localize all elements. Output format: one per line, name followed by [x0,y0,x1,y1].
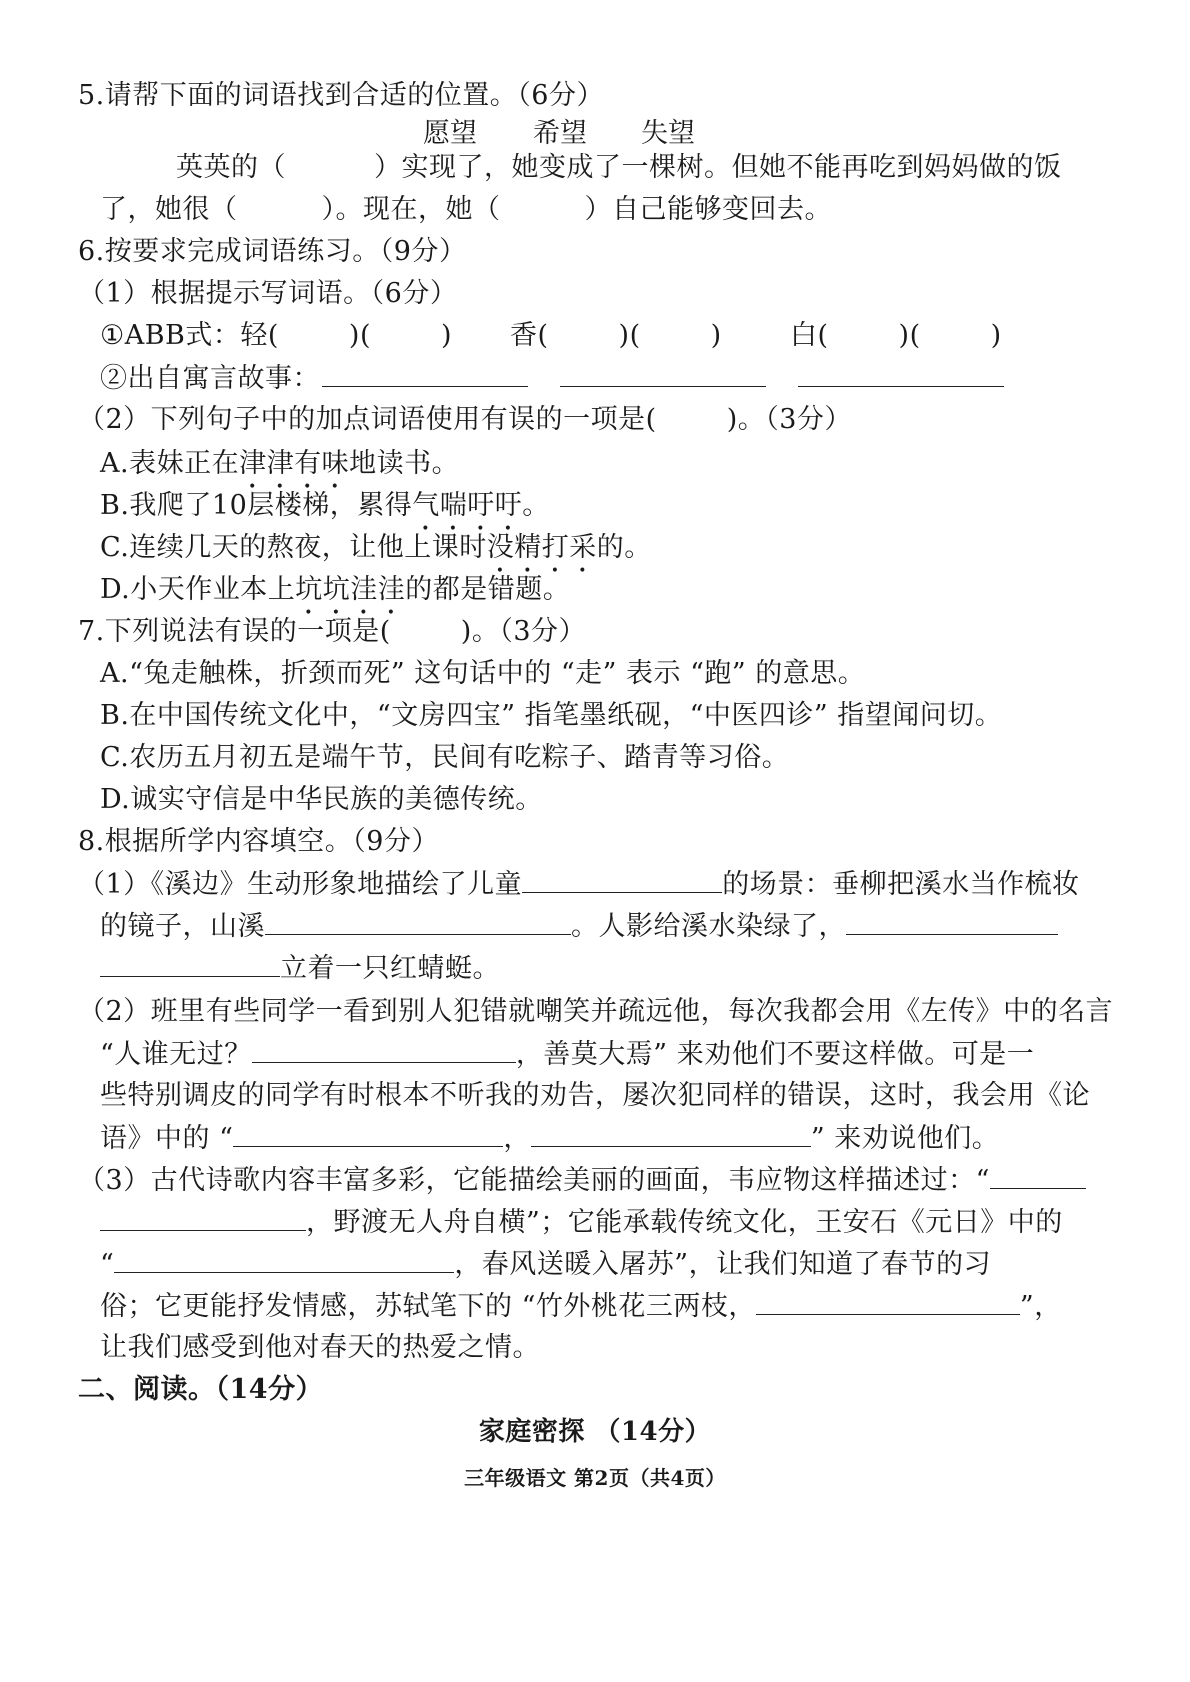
section-2-heading: 二、阅读。（14分） [78,1374,324,1405]
q8-blank[interactable] [100,950,280,977]
q8-p1-line-2 [100,908,1058,945]
reading-title: 家庭密探 （14分） [478,1417,712,1447]
q6-p2-text: )。（3分） [726,404,852,435]
q6-part-1: （1）根据提示写词语。（6分） [78,278,458,309]
q8-blank[interactable] [100,1204,306,1231]
q8-blank[interactable] [252,1036,516,1063]
q8-text: 。人影给溪水染绿了， [571,911,846,942]
q8-title: 8.根据所学内容填空。（9分） [78,826,439,857]
q8-p2-line-2 [100,1036,1034,1073]
q8-text: ” 来劝说他们。 [810,1123,1000,1154]
paren: )( [348,320,371,351]
q5-text: ）。现在，她（ [321,194,501,225]
q7-title [78,614,586,650]
q8-blank[interactable] [756,1288,1020,1315]
q8-text: ，善莫大焉” 来劝他们不要这样做。可是一 [515,1039,1035,1070]
q7-option-a: A.“兔走触株，折颈而死” 这句话中的 “走” 表示 “跑” 的意思。 [100,658,866,689]
word-1: 愿望 [423,118,477,149]
opt-text: B.我爬了10层楼梯，累得 [100,490,413,521]
q8-p1-line-3 [100,950,500,987]
q7-option-b: B.在中国传统文化中，“文房四宝” 指笔墨纸砚，“中医四诊” 指望闻问切。 [100,700,1003,731]
q8-blank[interactable] [990,1162,1086,1189]
abb-xiang: 香( [510,320,549,351]
q8-blank[interactable] [114,1246,454,1273]
opt-text: 。 [522,490,550,521]
q6-p2-text: （2）下列句子中的加点词语使用有误的一项是( [78,404,657,435]
q8-text: 的镜子，山溪 [100,911,265,942]
q8-p2-line-3: 些特别调皮的同学有时根本不听我的劝告，屡次犯同样的错误，这时，我会用《论 [100,1080,1090,1111]
q7-option-c: C.农历五月初五是端午节，民间有吃粽子、踏青等习俗。 [100,742,790,773]
q8-blank[interactable] [233,1120,503,1147]
q8-blank[interactable] [531,1120,811,1147]
paren: ) [441,320,453,351]
q8-p3-line-2 [100,1204,1063,1241]
q8-text: 俗；它更能抒发情感，苏轼笔下的 “竹外桃花三两枝， [100,1291,756,1322]
q6-abb-xiang [510,318,722,354]
q6-abb-line [100,318,452,354]
opt-text: D.小天作业本上 [100,574,296,605]
q5-text: 了，她很（ [100,194,238,225]
q5-text: 英英的（ [176,152,286,183]
opt-text: C.连续几天的熬夜，让他上课时 [100,532,487,563]
opt-text: 地读书。 [349,448,460,479]
q6-title: 6.按要求完成词语练习。（9分） [78,236,467,267]
q8-text: ，野渡无人舟自横”；它能承载传统文化，王安石《元日》中的 [306,1207,1063,1238]
q8-text: （1）《溪边》生动形象地描绘了儿童 [78,869,523,900]
word-3: 失望 [641,118,695,149]
fable-blank-1[interactable] [322,360,528,387]
q7-title-text: 7.下列说法有误的一项是( [78,616,391,647]
word-2: 希望 [533,118,587,149]
q8-text: ，春风送暖入屠苏”，让我们知道了春节的习 [454,1249,992,1280]
paren: )( [898,320,921,351]
fable-blank-2[interactable] [560,360,766,387]
dotted-word: 没精打采 [486,532,597,563]
q6-part-2 [78,402,852,438]
q6-fable-line [100,360,1004,397]
q5-line-1 [176,150,1062,186]
opt-text: 的。 [596,532,652,563]
q5-text: ）实现了，她变成了一棵树。但她不能再吃到妈妈做的饭 [374,152,1062,183]
dotted-word: 坑坑洼洼 [295,574,406,605]
q8-blank[interactable] [522,866,722,893]
q8-text: 语》中的 “ [100,1123,234,1154]
fable-blank-3[interactable] [798,360,1004,387]
q8-p1-line-1 [78,866,1080,903]
q8-text: “ [100,1249,115,1280]
q6-abb-bai [790,318,1002,354]
abb-label: ①ABB式：轻( [100,320,279,351]
paren: )( [618,320,641,351]
dotted-word: 气喘吁吁 [412,490,523,521]
page-footer: 三年级语文 第2页（共4页） [464,1466,726,1490]
q7-title-text: )。（3分） [460,616,587,647]
q8-text: ， [503,1123,531,1154]
q8-blank[interactable] [846,908,1058,935]
q8-p3-line-1 [78,1162,1086,1199]
q8-p3-line-3 [100,1246,991,1283]
q8-text: 立着一只红蜻蜓。 [280,953,500,984]
q8-text: ”， [1019,1291,1062,1322]
q8-p2-line-1: （2）班里有些同学一看到别人犯错就嘲笑并疏远他，每次我都会用《左传》中的名言 [78,996,1114,1027]
abb-bai: 白( [790,320,829,351]
dotted-word: 津津有味 [239,448,350,479]
opt-text: 的都是错题。 [405,574,571,605]
q5-text: ）自己能够变回去。 [584,194,832,225]
q8-blank[interactable] [265,908,571,935]
q5-line-2 [100,192,832,228]
q8-text: “人谁无过？ [100,1039,252,1070]
q8-p3-line-4 [100,1288,1062,1325]
q8-text: （3）古代诗歌内容丰富多彩，它能描绘美丽的画面，韦应物这样描述过：“ [78,1165,990,1196]
q8-p2-line-4 [100,1120,999,1157]
opt-text: A.表妹正在 [100,448,240,479]
paren: ) [990,320,1002,351]
q7-option-d: D.诚实守信是中华民族的美德传统。 [100,784,543,815]
q5-title: 5.请帮下面的词语找到合适的位置。（6分） [78,80,604,111]
q8-p3-line-5: 让我们感受到他对春天的热爱之情。 [100,1332,540,1363]
fable-label: ②出自寓言故事： [100,363,320,394]
q8-text: 的场景：垂柳把溪水当作梳妆 [722,869,1080,900]
paren: ) [710,320,722,351]
